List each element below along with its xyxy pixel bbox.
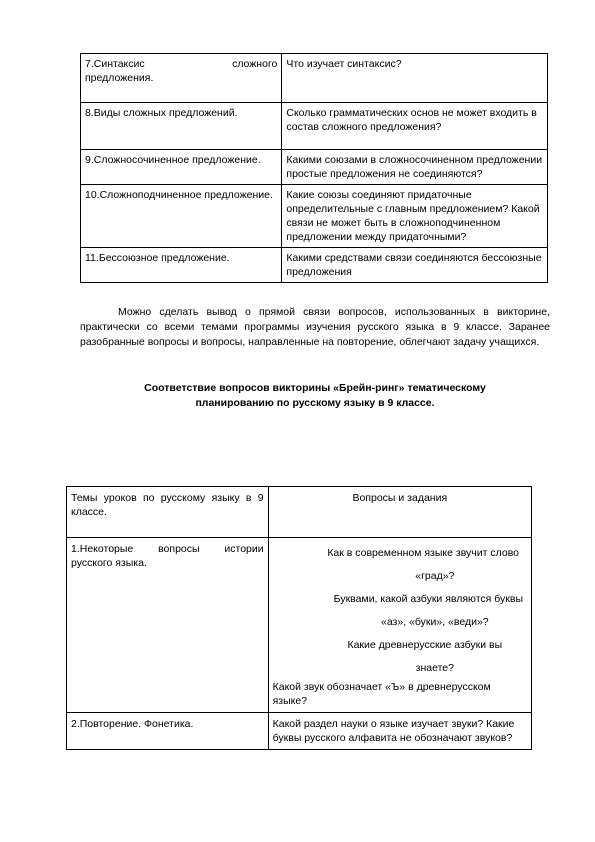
section-heading <box>90 381 540 411</box>
question-cell: Какими средствами связи соединяются бессоюзные предложения <box>282 248 548 283</box>
topic-text: предложения. <box>85 72 154 84</box>
question-line: Какие древнерусские азбуки вы <box>347 639 503 651</box>
topic-text: 7.Синтаксис <box>85 58 145 70</box>
heading-line: Соответствие вопросов викторины «Брейн-ринг» тематическому <box>144 382 486 394</box>
question-cell <box>268 538 531 713</box>
question-line: «град»? <box>415 570 455 582</box>
table-row <box>67 538 532 713</box>
topic-cell: 11.Бессоюзное предложение. <box>81 248 282 283</box>
question-line: «аз», «буки», «веди»? <box>380 616 489 628</box>
topic-cell: 8.Виды сложных предложений. <box>81 103 282 150</box>
header-questions: Вопросы и задания <box>268 487 531 538</box>
planning-table <box>66 486 532 750</box>
heading-line: планированию по русскому языку в 9 классе. <box>195 397 435 409</box>
topic-cell: 9.Сложносочиненное предложение. <box>81 150 282 185</box>
question-cell: Какой раздел науки о языке изучает звуки? Какие буквы русского алфавита не обозначают звуков? <box>268 713 531 750</box>
question-line: Как в современном языке звучит слово <box>327 547 519 559</box>
header-topics-text: Темы уроков по русскому языку в 9 классе. <box>71 492 264 518</box>
table-row <box>81 54 548 103</box>
question-cell: Какие союзы соединяют придаточные определительные с главным предложением? Какой связи не может быть в сложноподчиненном предложении между придаточными? <box>282 185 548 248</box>
question-cell <box>282 103 548 150</box>
table-row <box>81 103 548 150</box>
topic-text: сложного <box>232 58 278 70</box>
question-line: Буквами, какой азбуки являются буквы <box>333 593 523 605</box>
conclusion-paragraph: Можно сделать вывод о прямой связи вопросов, использованных в викторине, практически со всеми темами программы изучения русского языка в 9 классе. Заранее разобранные вопросы и вопросы, направленные на повторение, облегчают задачу учащихся. <box>80 306 550 348</box>
topic-cell: 10.Сложноподчиненное предложение. <box>81 185 282 248</box>
table-row <box>81 248 548 283</box>
question-cell: Какими союзами в сложносочиненном предложении простые предложения не соединяются? <box>282 150 548 185</box>
question-cell: Что изучает синтаксис? <box>282 54 548 103</box>
table-row <box>67 713 532 750</box>
question-line: Какой звук обозначает «Ъ» в древнерусском языке? <box>272 681 491 707</box>
question-text: Сколько грамматических основ не может входить в состав сложного предложения? <box>286 107 537 133</box>
topic-cell <box>81 54 282 103</box>
question-line: знаете? <box>415 662 454 674</box>
header-topics <box>67 487 269 538</box>
topics-questions-table <box>80 53 548 283</box>
topic-cell: 1.Некоторые вопросы истории русского языка. <box>67 538 269 713</box>
table-row <box>81 150 548 185</box>
table-row <box>81 185 548 248</box>
topic-cell: 2.Повторение. Фонетика. <box>67 713 269 750</box>
table-header-row <box>67 487 532 538</box>
